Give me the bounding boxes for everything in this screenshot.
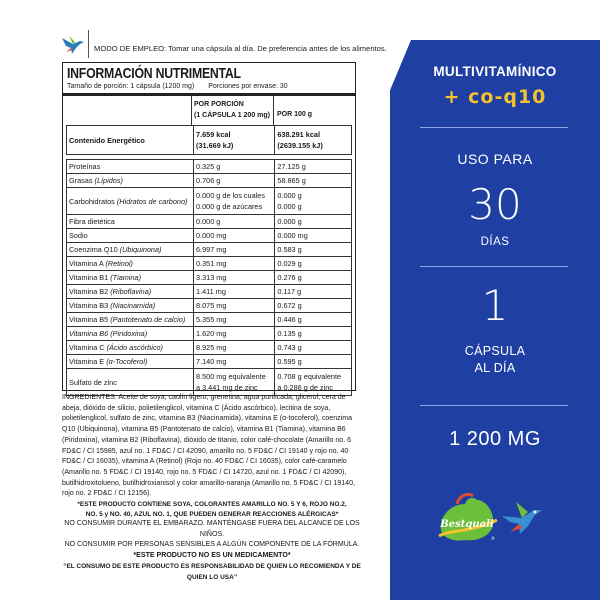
servings-per-container: Porciones por envase: 30 bbox=[208, 83, 288, 90]
value-100g: 0.672 g bbox=[275, 299, 352, 313]
value-portion: 3.313 mg bbox=[194, 271, 275, 285]
svg-text:®: ® bbox=[491, 536, 495, 541]
svg-text:Bestquali: Bestquali bbox=[440, 519, 494, 530]
table-row bbox=[67, 327, 352, 341]
column-header-100g: POR 100 g bbox=[277, 111, 313, 118]
value-100g: 0.029 g bbox=[275, 257, 352, 271]
days-label: DÍAS bbox=[480, 236, 510, 248]
table-row bbox=[67, 313, 352, 327]
serving-info bbox=[67, 83, 288, 90]
value-100g: 27.125 g bbox=[275, 160, 352, 174]
nutrient-name: Vitamina B5 (Pantotenato de calcio) bbox=[67, 313, 194, 327]
table-row bbox=[67, 285, 352, 299]
table-row bbox=[67, 355, 352, 369]
table-row bbox=[67, 215, 352, 229]
value-portion: 0.000 g bbox=[194, 215, 275, 229]
nutrient-name: Contenido Energético bbox=[67, 126, 194, 155]
ingredients-block bbox=[62, 393, 362, 583]
hummingbird-icon bbox=[500, 498, 544, 538]
nutrient-name: Vitamina C (Ácido ascórbico) bbox=[67, 341, 194, 355]
nutrient-rows bbox=[67, 160, 352, 396]
nutrient-name: Carbohidratos (Hidratos de carbono) bbox=[67, 188, 194, 215]
product-name: MULTIVITAMÍNICO bbox=[433, 64, 557, 79]
value-portion: 5.355 mg bbox=[194, 313, 275, 327]
nutrition-facts-panel bbox=[62, 62, 356, 391]
nutrient-name: Vitamina A (Retinol) bbox=[67, 257, 194, 271]
value-100g: 0.117 g bbox=[275, 285, 352, 299]
pregnancy-warning: NO CONSUMIR DURANTE EL EMBARAZO. MANTÉNGASE FUERA DEL ALCANCE DE LOS NIÑOS. bbox=[64, 520, 360, 538]
nutrient-name: Grasas (Lípidos) bbox=[67, 174, 194, 188]
allergen-warning: *ESTE PRODUCTO CONTIENE SOYA, COLORANTES AMARILLO NO. 5 Y 6, ROJO NO.2, NO. 5 y NO. 40, AZUL NO. 1, QUE PUEDEN GENERAR REACCIONES ALÉRGICAS* bbox=[77, 501, 347, 518]
nutrient-name: Vitamina B1 (Tiamina) bbox=[67, 271, 194, 285]
value-portion: 0.000 mg bbox=[194, 229, 275, 243]
product-addon: + co-q10 bbox=[443, 86, 547, 108]
hummingbird-icon bbox=[60, 34, 86, 56]
table-row bbox=[67, 174, 352, 188]
thick-rule bbox=[63, 93, 355, 96]
nutrient-name: Proteínas bbox=[67, 160, 194, 174]
nutrient-name: Vitamina B2 (Riboflavina) bbox=[67, 285, 194, 299]
table-row bbox=[67, 243, 352, 257]
not-medicine-warning: *ESTE PRODUCTO NO ES UN MEDICAMENTO* bbox=[133, 552, 291, 560]
value-portion: 7.659 kcal (31.669 kJ) bbox=[194, 126, 275, 155]
value-100g: 0.446 g bbox=[275, 313, 352, 327]
column-header-portion: POR PORCIÓN (1 CÁPSULA 1 200 mg) bbox=[194, 101, 270, 119]
nutrient-name: Vitamina B6 (Piridoxina) bbox=[67, 327, 194, 341]
table-row bbox=[67, 369, 352, 396]
table-row bbox=[67, 188, 352, 215]
bestquali-logo bbox=[433, 490, 503, 548]
value-100g: 0.276 g bbox=[275, 271, 352, 285]
nutrient-name: Sodio bbox=[67, 229, 194, 243]
days-number: 30 bbox=[468, 180, 522, 229]
value-portion: 6.997 mg bbox=[194, 243, 275, 257]
value-100g: 0.000 g bbox=[275, 215, 352, 229]
value-100g: 58.865 g bbox=[275, 174, 352, 188]
value-portion: 0.325 g bbox=[194, 160, 275, 174]
ingredients-text: INGREDIENTES: Aceite de soya, caolín ligero, grenetina, agua purificada, glicerol, cera de abeja, dióxido de silicio, polietilenglicol, vitamina C (Ácido ascórbico), lecitina de soya, polietilenglicol, sulfato de zinc, vitamina B3 (Niacinamida), vitamina E (α-tocoferol), coenzima Q10 (Ubiquinona), vitamina B5 (Pantotenato de calcio), vitamina B1 (Tiamina), vitamina B6 (Piridoxina), vitamina B2 (Riboflavina), dióxido de titanio, color café-chocolate (Amarillo no. 6 FD&C / CI 15985, azul no. 1 FD&C / CI 42090, amarillo no. 5 FD&C / CI 19140 y rojo no. 40 FD&C / CI 16035), vitamina A (Retinol) (Rojo no. 40 FD&C / CI 16035), color café-caramelo (Amarillo no. 5 FD&C / CI 19140, rojo no. 5 FD&C / CI 14720, azul no. 1 FD&C / CI 42090), butilhidroxitolueno, butilhidroxianisol y color amarillo-naranja (Amarillo no. 5 FD&C / CI 19140, rojo no. 2 FD&C / CI 12156). bbox=[62, 394, 355, 498]
divider bbox=[420, 405, 568, 406]
value-100g: 0.000 g 0.000 g bbox=[275, 188, 352, 215]
nutrition-title: INFORMACIÓN NUTRIMENTAL bbox=[67, 65, 241, 82]
value-100g: 0.595 g bbox=[275, 355, 352, 369]
value-100g: 0.708 g equivalente a 0.286 g de zinc bbox=[275, 369, 352, 396]
table-row bbox=[67, 229, 352, 243]
value-portion: 8.500 mg equivalente a 3.441 mg de zinc bbox=[194, 369, 275, 396]
table-row bbox=[67, 271, 352, 285]
value-portion: 7.140 mg bbox=[194, 355, 275, 369]
nutrition-table bbox=[66, 125, 352, 396]
divider bbox=[420, 127, 568, 128]
value-portion: 8.925 mg bbox=[194, 341, 275, 355]
value-portion: 0.000 g de los cuales 0.000 g de azúcares bbox=[194, 188, 275, 215]
responsibility-warning: “EL CONSUMO DE ESTE PRODUCTO ES RESPONSABILIDAD DE QUIEN LO RECOMIENDA Y DE QUIEN LO USA” bbox=[63, 562, 361, 581]
table-row bbox=[67, 257, 352, 271]
table-row bbox=[67, 160, 352, 174]
capsules-number: 1 bbox=[481, 281, 509, 330]
value-portion: 0.706 g bbox=[194, 174, 275, 188]
usage-instructions: MODO DE EMPLEO: Tomar una cápsula al día. De preferencia antes de los alimentos. bbox=[94, 44, 387, 53]
value-portion: 1.620 mg bbox=[194, 327, 275, 341]
divider bbox=[88, 30, 89, 58]
table-row bbox=[67, 299, 352, 313]
nutrient-name: Vitamina B3 (Niacinamida) bbox=[67, 299, 194, 313]
value-portion: 0.351 mg bbox=[194, 257, 275, 271]
serving-size: Tamaño de porción: 1 cápsula (1200 mg) bbox=[67, 83, 195, 90]
value-portion: 1.411 mg bbox=[194, 285, 275, 299]
divider bbox=[420, 266, 568, 267]
table-row bbox=[67, 126, 352, 155]
table-row bbox=[67, 341, 352, 355]
value-100g: 638.291 kcal (2639.155 kJ) bbox=[275, 126, 352, 155]
value-portion: 8.075 mg bbox=[194, 299, 275, 313]
value-100g: 0.135 g bbox=[275, 327, 352, 341]
nutrient-name: Fibra dietética bbox=[67, 215, 194, 229]
nutrient-name: Vitamina E (α-Tocoferol) bbox=[67, 355, 194, 369]
value-100g: 0.743 g bbox=[275, 341, 352, 355]
value-100g: 0.583 g bbox=[275, 243, 352, 257]
uso-label: USO PARA bbox=[457, 151, 533, 167]
nutrient-name: Sulfato de zinc bbox=[67, 369, 194, 396]
sensitivity-warning: NO CONSUMIR POR PERSONAS SENSIBLES A ALGÚN COMPONENTE DE LA FÓRMULA. bbox=[64, 541, 360, 549]
capsules-label: CÁPSULA AL DÍA bbox=[464, 344, 526, 375]
dose-amount: 1 200 MG bbox=[449, 428, 541, 450]
value-100g: 0.000 mg bbox=[275, 229, 352, 243]
nutrient-name: Coenzima Q10 (Ubiquinona) bbox=[67, 243, 194, 257]
